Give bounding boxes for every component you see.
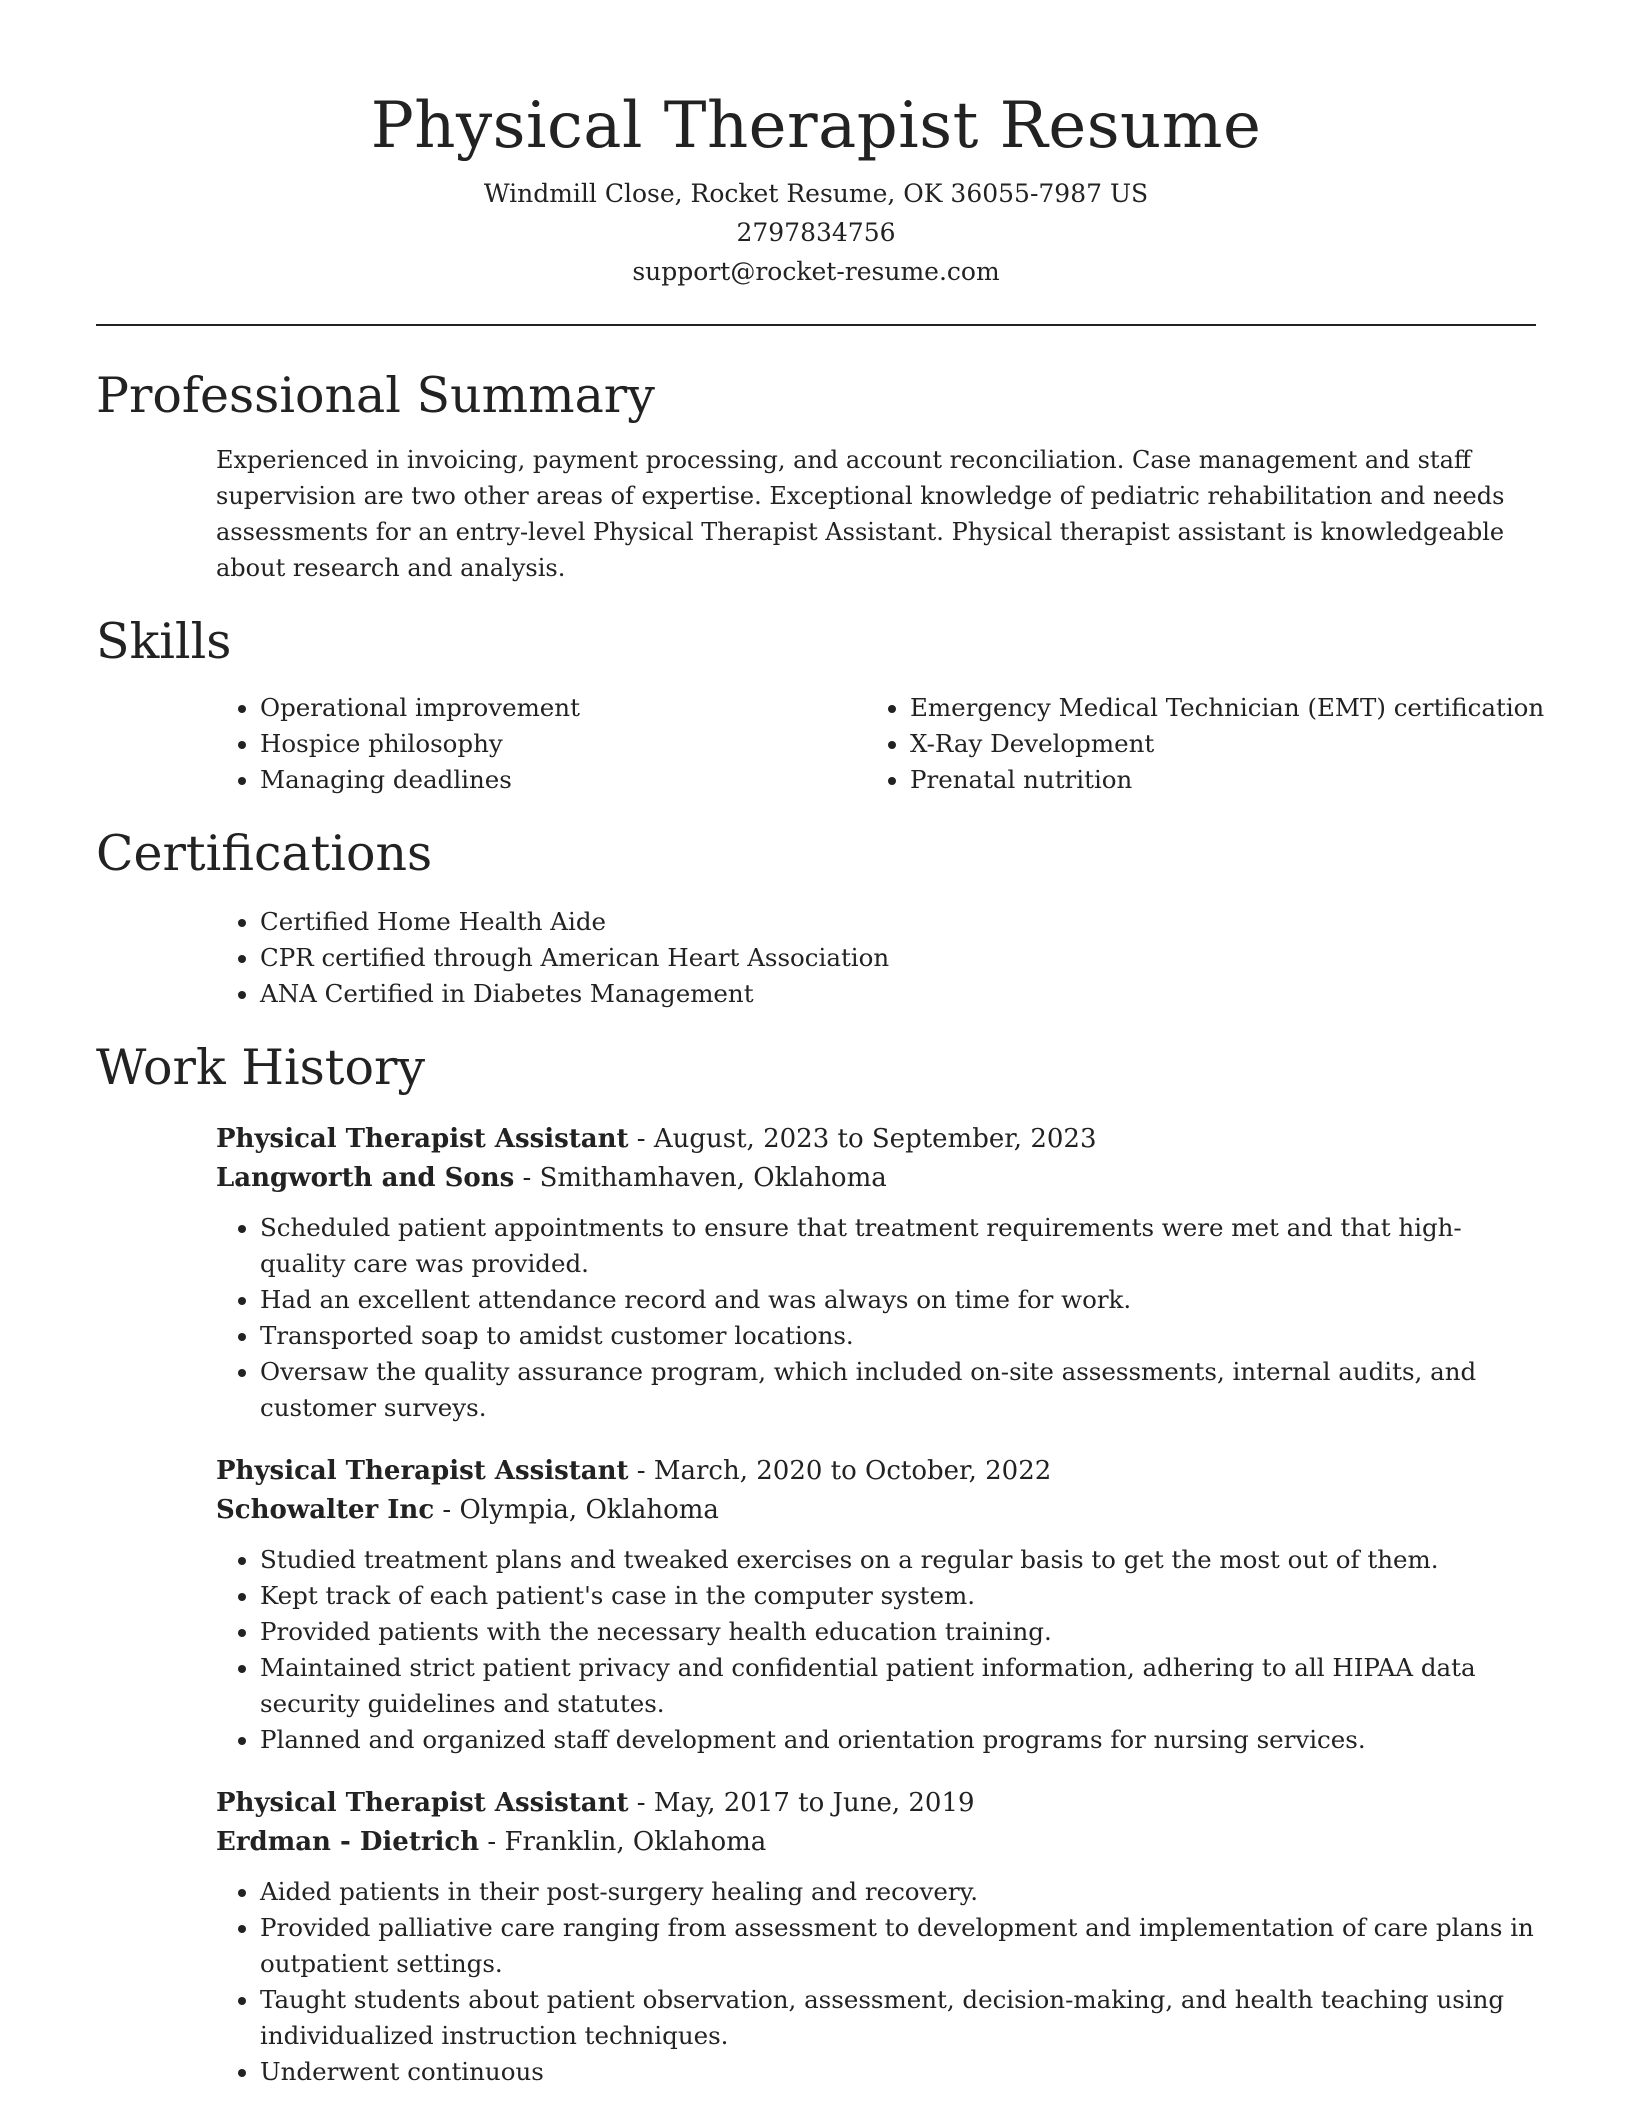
separator: - bbox=[628, 1124, 654, 1154]
separator: - bbox=[514, 1163, 540, 1193]
company-name: Langworth and Sons bbox=[216, 1163, 515, 1193]
summary-section bbox=[96, 364, 1536, 586]
certifications-list bbox=[216, 904, 1536, 1012]
job-entry bbox=[216, 1784, 1536, 2090]
certifications-section bbox=[96, 822, 1536, 1012]
job-title-line bbox=[216, 1452, 1536, 1491]
summary-heading: Professional Summary bbox=[96, 367, 655, 424]
list-item: • Emergency Medical Technician (EMT) certification bbox=[910, 690, 1544, 726]
skills-heading: Skills bbox=[96, 613, 232, 670]
separator: - bbox=[628, 1456, 654, 1486]
list-item: • Provided patients with the necessary health education training. bbox=[260, 1614, 1536, 1650]
contact-info bbox=[96, 174, 1536, 291]
list-item: • Planned and organized staff development and orientation programs for nursing services. bbox=[260, 1722, 1536, 1758]
work-history-heading: Work History bbox=[96, 1039, 426, 1096]
list-item: • ANA Certified in Diabetes Management bbox=[260, 976, 1536, 1012]
skills-section bbox=[96, 610, 1545, 798]
skills-list-right bbox=[866, 690, 1544, 798]
list-item: • Studied treatment plans and tweaked exercises on a regular basis to get the most out of them. bbox=[260, 1542, 1536, 1578]
list-item: • X-Ray Development bbox=[910, 726, 1544, 762]
address: Windmill Close, Rocket Resume, OK 36055-7987 US bbox=[483, 179, 1149, 208]
resume-header bbox=[96, 82, 1536, 326]
separator: - bbox=[628, 1788, 654, 1818]
job-company-line bbox=[216, 1491, 1536, 1530]
list-item: • Had an excellent attendance record and was always on time for work. bbox=[260, 1282, 1536, 1318]
list-item: • Scheduled patient appointments to ensure that treatment requirements were met and that high-quality care was provided. bbox=[260, 1210, 1536, 1282]
header-divider bbox=[96, 324, 1536, 326]
list-item: • Taught students about patient observation, assessment, decision-making, and health teaching using individualized instruction techniques. bbox=[260, 1982, 1536, 2054]
summary-text: Experienced in invoicing, payment processing, and account reconciliation. Case management and staff supervision are two other areas of expertise. Exceptional knowledge of pediatric rehabilitation and needs assessments for an entry-level Physical Therapist Assistant. Physical therapist assistant is knowledgeable about research and analysis. bbox=[216, 446, 1505, 582]
separator: - bbox=[434, 1495, 460, 1525]
list-item: • Provided palliative care ranging from assessment to development and implementation of care plans in outpatient settings. bbox=[260, 1910, 1536, 1982]
job-dates: March, 2020 to October, 2022 bbox=[653, 1456, 1052, 1486]
email: support@rocket-resume.com bbox=[632, 257, 1000, 286]
job-bullets bbox=[216, 1210, 1536, 1426]
list-item: • Prenatal nutrition bbox=[910, 762, 1544, 798]
job-location: Smithamhaven, Oklahoma bbox=[539, 1163, 887, 1193]
work-history-section bbox=[96, 1036, 1536, 2090]
list-item: • Aided patients in their post-surgery healing and recovery. bbox=[260, 1874, 1536, 1910]
list-item: • Operational improvement bbox=[260, 690, 866, 726]
job-title-line bbox=[216, 1120, 1536, 1159]
skills-columns bbox=[216, 690, 1545, 798]
list-item: • Underwent continuous bbox=[260, 2054, 1536, 2090]
list-item: • Managing deadlines bbox=[260, 762, 866, 798]
list-item: • Maintained strict patient privacy and confidential patient information, adhering to all HIPAA data security guidelines and statutes. bbox=[260, 1650, 1536, 1722]
job-title: Physical Therapist Assistant bbox=[216, 1124, 629, 1154]
job-title: Physical Therapist Assistant bbox=[216, 1788, 629, 1818]
list-item: • Kept track of each patient's case in the computer system. bbox=[260, 1578, 1536, 1614]
separator: - bbox=[479, 1827, 505, 1857]
job-title: Physical Therapist Assistant bbox=[216, 1456, 629, 1486]
job-bullets bbox=[216, 1874, 1536, 2090]
resume-title: Physical Therapist Resume bbox=[370, 89, 1262, 163]
job-dates: August, 2023 to September, 2023 bbox=[653, 1124, 1097, 1154]
job-title-line bbox=[216, 1784, 1536, 1823]
list-item: • Transported soap to amidst customer locations. bbox=[260, 1318, 1536, 1354]
resume-page bbox=[96, 0, 1545, 2090]
company-name: Erdman - Dietrich bbox=[216, 1827, 480, 1857]
company-name: Schowalter Inc bbox=[216, 1495, 435, 1525]
list-item: • Hospice philosophy bbox=[260, 726, 866, 762]
job-company-line bbox=[216, 1823, 1536, 1862]
job-location: Franklin, Oklahoma bbox=[504, 1827, 767, 1857]
list-item: • Oversaw the quality assurance program, which included on-site assessments, internal audits, and customer surveys. bbox=[260, 1354, 1536, 1426]
job-entry bbox=[216, 1120, 1536, 1426]
job-bullets bbox=[216, 1542, 1536, 1758]
list-item: • Certified Home Health Aide bbox=[260, 904, 1536, 940]
job-entry bbox=[216, 1452, 1536, 1758]
job-location: Olympia, Oklahoma bbox=[459, 1495, 719, 1525]
job-dates: May, 2017 to June, 2019 bbox=[653, 1788, 975, 1818]
phone: 2797834756 bbox=[736, 218, 896, 247]
job-company-line bbox=[216, 1159, 1536, 1198]
skills-list-left bbox=[216, 690, 866, 798]
list-item: • CPR certified through American Heart Association bbox=[260, 940, 1536, 976]
certifications-heading: Certifications bbox=[96, 825, 433, 882]
